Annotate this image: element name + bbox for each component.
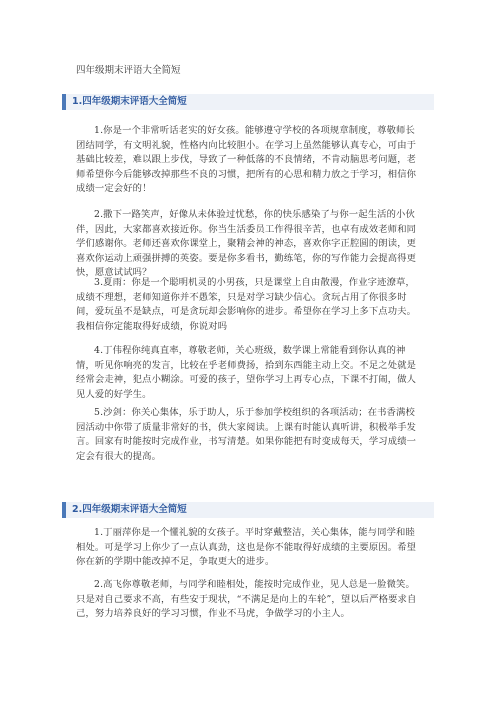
section-heading-2 (62, 502, 434, 518)
section-heading-1-text: 1.四年级期末评语大全简短 (72, 96, 187, 107)
section-heading-2-text: 2.四年级期末评语大全简短 (72, 504, 187, 515)
comment-paragraph: 5.沙剑：你关心集体，乐于助人，乐于参加学校组织的各项活动；在书香满校园活动中你带了质量非常好的书，供大家阅读。上课有时能认真听讲，积极举手发言。回家有时能按时完成作业，书写清楚。如果你能把有时变成每天，学习成绩一定会有很大的提高。 (76, 407, 417, 462)
section-heading-1 (62, 94, 434, 110)
comment-paragraph: 4.丁伟程你纯真直率，尊敬老师，关心班级，数学课上常能看到你认真的神情，听见你响亮的发言，比较在乎老师费扬，拾到东西能主动上交。不足之处就是经常会走神，犯点小糊涂。可爱的孩子，望你学习上再专心点，下课不打闹，做人见人爱的好学生。 (76, 345, 417, 400)
comment-paragraph: 3.夏雨：你是一个聪明机灵的小男孩，只是课堂上自由散漫，作业字迹潦草，成绩不理想，老师知道你并不愚笨，只是对学习缺少信心。贪玩占用了你很多时间，爱玩虽不是缺点，可是贪玩却会影响你的进步。希望你在学习上多下点功夫。我相信你定能取得好成绩，你说对吗 (76, 277, 417, 332)
comment-paragraph: 1.你是一个非常听话老实的好女孩。能够遵守学校的各项规章制度，尊敬师长团结同学，有文明礼貌，性格内向比较胆小。在学习上虽然能够认真专心，可由于基础比较差，难以跟上步伐，导致了一种低落的不良情绪，不肯动脑思考问题，老师希望你今后能够改掉那些不良的习惯，把所有的心思和精力放之于学习，相信你成绩一定会好的！ (76, 125, 417, 194)
document-title: 四年级期末评语大全简短 (76, 65, 181, 76)
comment-paragraph: 2.高飞你尊敬老师，与同学和睦相处，能按时完成作业，见人总是一脸微笑。只是对自己要求不高，有些安于现状，“不满足是向上的车轮”，望以后严格要求自己，努力培养良好的学习习惯，作业不马虎，争做学习的小主人。 (76, 579, 417, 619)
comment-paragraph: 1.丁丽萍你是一个懂礼貌的女孩子。平时穿戴整洁，关心集体，能与同学和睦相处。可是学习上你少了一点认真劲，这也是你不能取得好成绩的主要原因。希望你在新的学期中能改掉不足，争取更大的进步。 (76, 527, 417, 567)
comment-paragraph: 2.撒下一路笑声，好像从未体验过忧愁，你的快乐感染了与你一起生活的小伙伴，因此，大家都喜欢接近你。你当生活委员工作得很辛苦，也卓有成效老师和同学们感谢你。老师还喜欢你课堂上，聚精会神的神态，喜欢你字正腔圆的朗读，更喜欢你运动上顽强拼搏的英姿。要是你多看书，勤练笔，你的写作能力会提高得更快，愿意试试吗？ (76, 209, 417, 278)
